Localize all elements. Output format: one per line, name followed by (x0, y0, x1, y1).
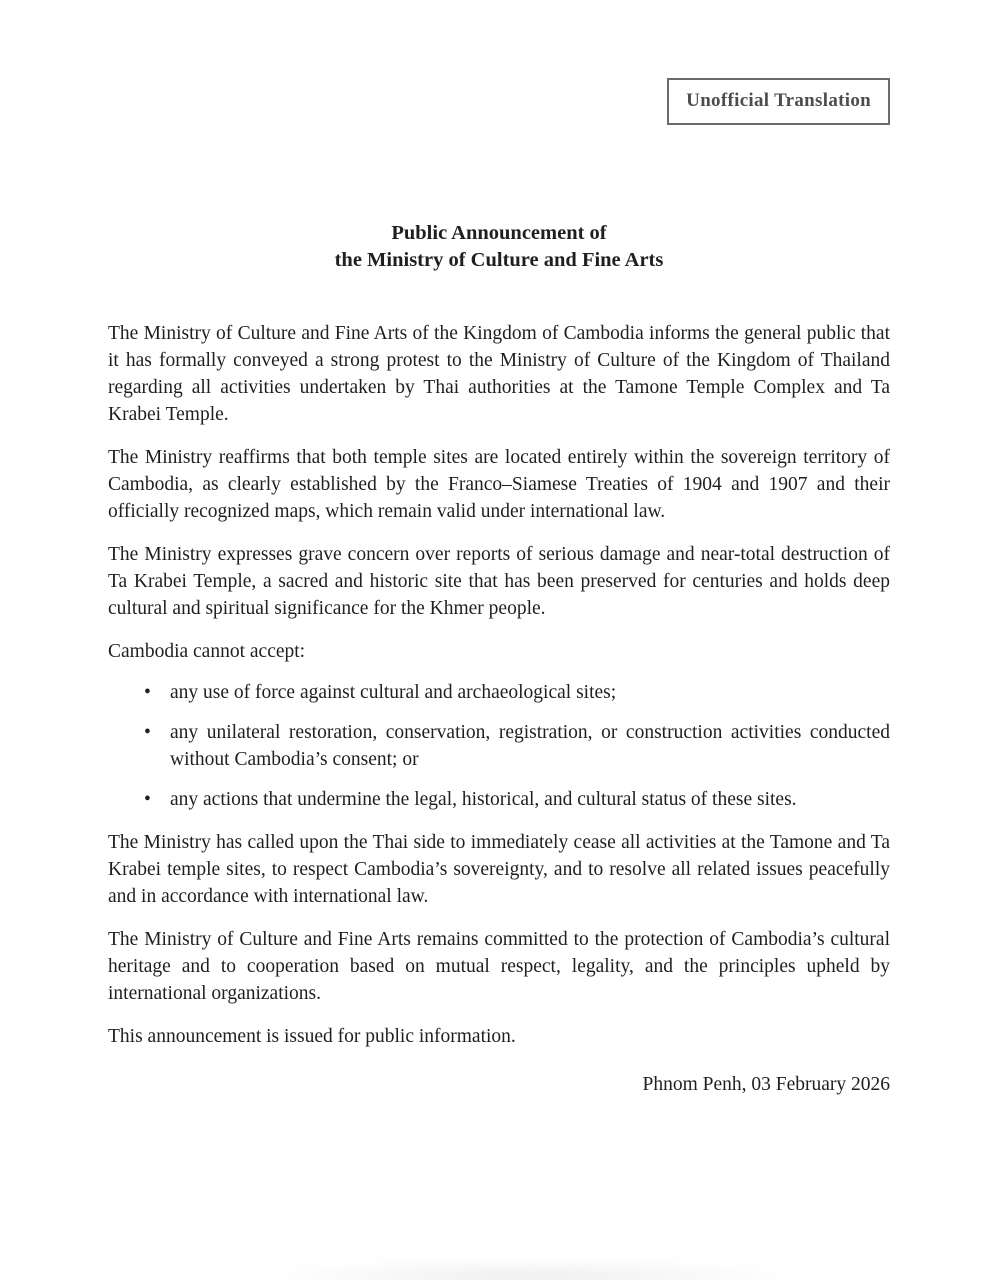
page-bottom-shadow (250, 1260, 810, 1280)
paragraph-concern: The Ministry expresses grave concern over reports of serious damage and near-total destruction of Ta Krabei Temple, a sacred and historic site that has been preserved for centuries and holds deep cultural and spiritual significance for the Khmer people. (108, 544, 890, 619)
document-title-line2: the Ministry of Culture and Fine Arts (334, 249, 664, 271)
document-title-line1: Public Announcement of (391, 222, 607, 244)
paragraph-protest: The Ministry of Culture and Fine Arts of the Kingdom of Cambodia informs the general public that it has formally conveyed a strong protest to the Ministry of Culture of the Kingdom of Thailand regarding all activities undertaken by Thai authorities at the Tamone Temple Complex and Ta Krabei Temple. (108, 323, 890, 425)
badge-row (108, 78, 890, 125)
unofficial-translation-badge: Unofficial Translation (667, 78, 890, 125)
paragraph-sovereignty: The Ministry reaffirms that both temple sites are located entirely within the sovereign territory of Cambodia, as clearly established by the Franco–Siamese Treaties of 1904 and 1907 and their officially recognized maps, which remain valid under international law. (108, 447, 890, 522)
paragraph-commitment: The Ministry of Culture and Fine Arts remains committed to the protection of Cambodia’s cultural heritage and to cooperation based on mutual respect, legality, and the principles upheld by international organizations. (108, 929, 890, 1004)
dateline: Phnom Penh, 03 February 2026 (642, 1074, 890, 1095)
list-intro: Cambodia cannot accept: (108, 641, 306, 662)
list-item-unilateral-activities: • any unilateral restoration, conservation, registration, or construction activities conducted without Cambodia’s consent; or (108, 719, 890, 773)
unacceptable-actions-list (108, 679, 890, 813)
paragraph-closing: This announcement is issued for public information. (108, 1026, 516, 1047)
list-item-force: • any use of force against cultural and archaeological sites; (108, 679, 890, 706)
document-title (108, 220, 890, 274)
list-item-undermining-status: • any actions that undermine the legal, historical, and cultural status of these sites. (108, 786, 890, 813)
paragraph-demand: The Ministry has called upon the Thai side to immediately cease all activities at the Tamone and Ta Krabei temple sites, to respect Cambodia’s sovereignty, and to resolve all related issues peacefully and in accordance with international law. (108, 832, 890, 907)
